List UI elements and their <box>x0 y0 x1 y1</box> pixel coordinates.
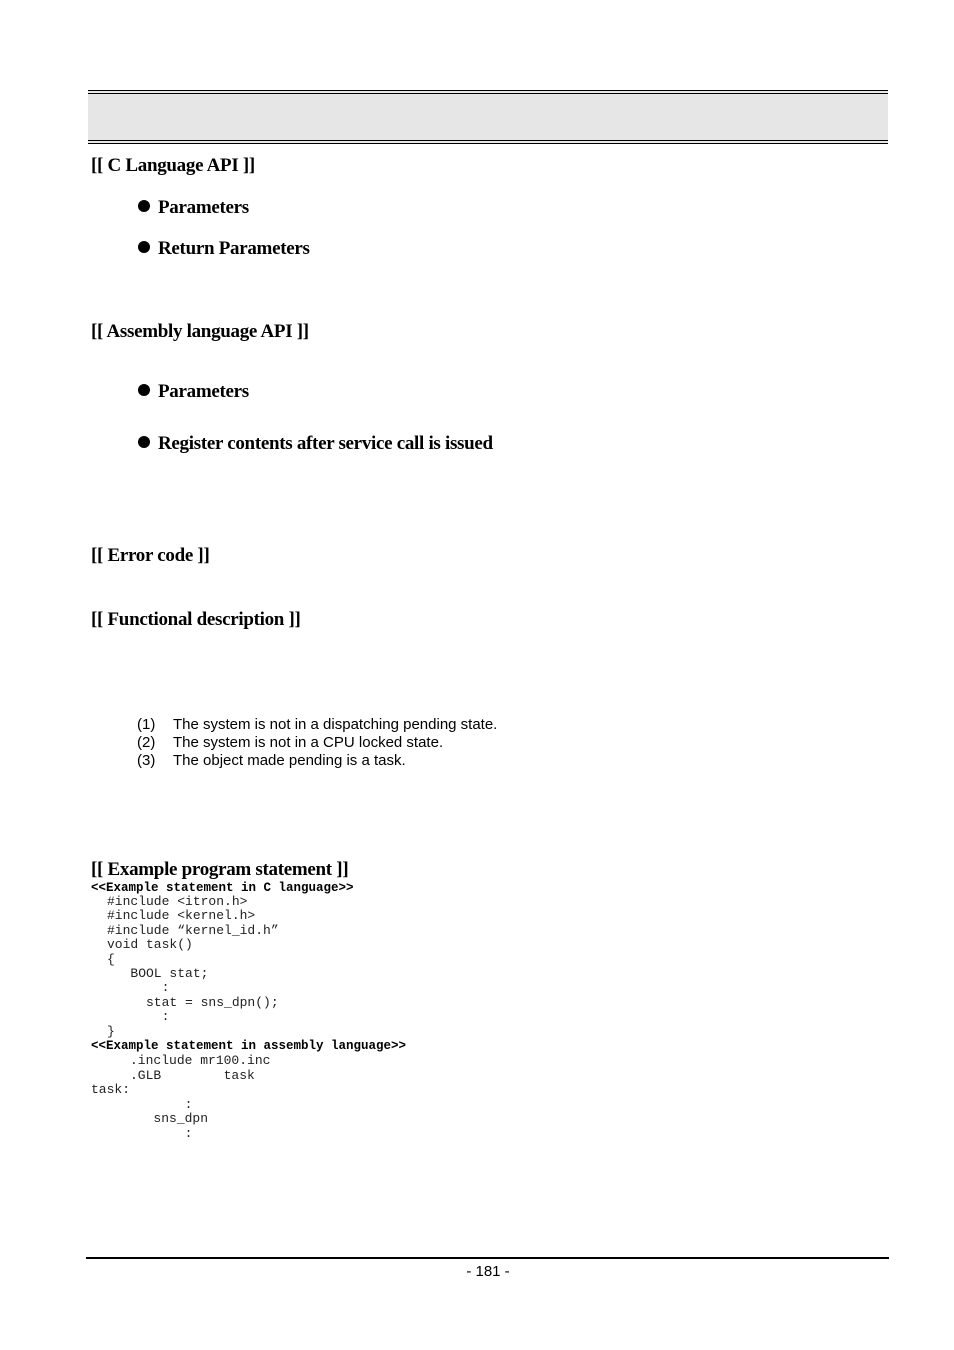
condition-item: (2) The system is not in a CPU locked state. <box>137 734 444 751</box>
bullet-asm-parameters: Parameters <box>138 381 249 403</box>
condition-item: (1) The system is not in a dispatching pending state. <box>137 716 498 733</box>
example-c-title: <<Example statement in C language>> <box>91 881 354 895</box>
bullet-asm-register-contents: Register contents after service call is issued <box>138 433 493 455</box>
condition-item: (3) The object made pending is a task. <box>137 752 406 769</box>
heading-c-language-api: [[ C Language API ]] <box>91 155 255 176</box>
bullet-c-parameters: Parameters <box>138 197 249 219</box>
bullet-dot-icon <box>138 436 150 448</box>
example-asm-code: .include mr100.inc .GLB task task: : sns_dpn : <box>91 1053 271 1141</box>
title-band <box>88 90 888 144</box>
footer-rule <box>86 1257 889 1259</box>
page-number: - 181 - <box>466 1263 510 1280</box>
heading-example-program: [[ Example program statement ]] <box>91 859 349 880</box>
bullet-c-return-parameters: Return Parameters <box>138 238 310 260</box>
bullet-dot-icon <box>138 200 150 212</box>
bullet-dot-icon <box>138 384 150 396</box>
heading-functional-description: [[ Functional description ]] <box>91 609 301 630</box>
example-c-code: #include <itron.h> #include <kernel.h> #include “kernel_id.h” void task() { BOOL stat; : stat = sns_dpn(); : } <box>107 894 279 1039</box>
heading-error-code: [[ Error code ]] <box>91 545 210 566</box>
example-asm-title: <<Example statement in assembly language>> <box>91 1039 407 1053</box>
heading-assembly-api: [[ Assembly language API ]] <box>91 321 309 342</box>
bullet-dot-icon <box>138 241 150 253</box>
